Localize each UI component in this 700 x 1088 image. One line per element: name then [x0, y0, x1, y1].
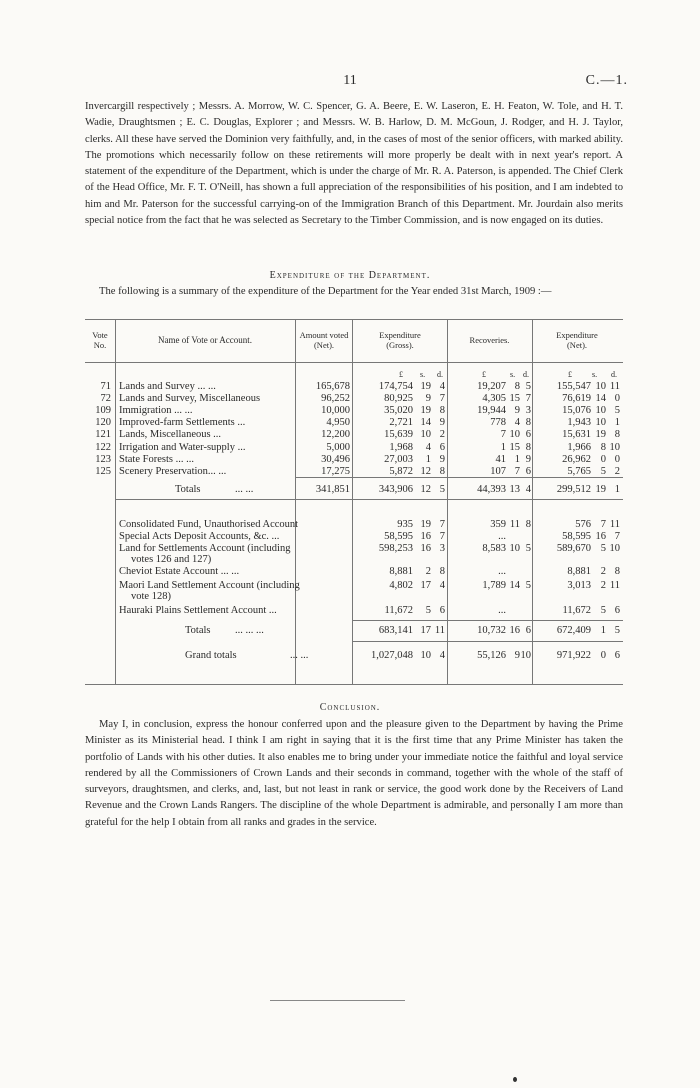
net-pence: 11: [609, 381, 620, 392]
subtotals-net-shillings: 1: [600, 625, 606, 636]
net-pounds: 76,619: [562, 393, 591, 405]
account-net-pounds: 3,013: [567, 580, 591, 591]
net-shillings: 0: [600, 453, 606, 465]
recoveries-pence: 8: [525, 441, 531, 453]
account-gross-pence: 6: [439, 605, 445, 616]
account-recoveries-pence: 8: [525, 519, 531, 530]
table-bottom-rule: [85, 684, 623, 685]
account-net-pence: 7: [614, 531, 620, 542]
account-gross-shillings: 2: [425, 566, 431, 577]
gross-pence: 8: [439, 465, 445, 477]
net-shillings: 10: [595, 381, 606, 392]
unit-shilling: s.: [592, 370, 598, 379]
grand-gross-pounds: 1,027,048: [371, 650, 413, 661]
gross-shillings: 14: [420, 417, 431, 429]
net-pence: 1: [614, 417, 620, 429]
unit-pound: £: [399, 370, 403, 379]
vote-name: Immigration ... ...: [119, 405, 193, 417]
gross-pounds: 174,754: [378, 381, 413, 392]
conclusion-paragraph: May I, in conclusion, express the honour conferred upon and the pleasure given to the Department by having the Prime Minister as its Ministerial head. I think I am right in saying that it is the first time that any Prime Minister has taken the portfolio of Lands with his other duties. It also enables me to bring under your immediate notice the faithful and loyal service rendered by all the Commissioners of Crown Lands and their seconds in command, together with the whole of the staff of surveyors, draughtsmen, and clerks, and, last, but not least in rank or service, the good work done by the Receivers of Land Revenue and the Crown Lands Rangers. The discipline of the whole Department is admirable, and personally I am more than grateful for the help I obtain from all ranks and grades in the service.: [85, 719, 623, 828]
totals-recoveries-shillings: 13: [509, 484, 520, 495]
account-name: Cheviot Estate Account ... ...: [119, 566, 240, 577]
expenditure-summary: The following is a summary of the expenditure of the Department for the Year ended 31st March, 1909 :—: [99, 286, 552, 297]
net-shillings: 5: [600, 465, 606, 477]
gross-pence: 6: [439, 441, 445, 453]
table-top-rule: [85, 319, 623, 320]
account-net-pence: 6: [614, 605, 620, 616]
gross-pence: 9: [439, 453, 445, 465]
account-gross-pence: 4: [439, 580, 445, 591]
account-net-pounds: 8,881: [567, 566, 591, 577]
gross-pounds: 35,020: [384, 405, 413, 417]
account-net-pounds: 589,670: [556, 543, 591, 554]
recoveries-shillings: 1: [514, 453, 520, 465]
header-recoveries: Recoveries.: [469, 335, 510, 345]
unit-pound: £: [568, 370, 572, 379]
net-pounds: 15,631: [562, 429, 591, 441]
recoveries-pounds: 1: [500, 441, 506, 453]
vote-number: 71: [100, 381, 111, 392]
gross-shillings: 4: [425, 441, 431, 453]
account-name: Special Acts Deposit Accounts, &c. ...: [119, 531, 280, 542]
gross-pence: 8: [439, 405, 445, 417]
totals-net-pounds: 299,512: [556, 484, 591, 495]
account-gross-shillings: 16: [420, 543, 431, 554]
net-pence: 0: [614, 393, 620, 405]
net-pence: 0: [614, 453, 620, 465]
recoveries-pence: 3: [525, 405, 531, 417]
subtotals-net-pounds: 672,409: [556, 625, 591, 636]
account-gross-pounds: 11,672: [384, 605, 413, 616]
conclusion-heading: Conclusion.: [319, 702, 381, 713]
account-recoveries-shillings: 11: [509, 519, 520, 530]
vote-number: 72: [100, 393, 111, 405]
account-net-shillings: 2: [600, 566, 606, 577]
account-gross-shillings: 5: [425, 605, 431, 616]
amount-voted: 4,950: [326, 417, 350, 429]
unit-pence: d.: [611, 370, 617, 379]
vote-name: Lands and Survey, Miscellaneous: [119, 393, 261, 405]
net-pounds: 1,966: [567, 441, 591, 453]
recoveries-shillings: 8: [514, 381, 520, 392]
account-recoveries-pounds: ...: [498, 531, 506, 542]
account-gross-pounds: 935: [397, 519, 413, 530]
account-gross-pounds: 8,881: [389, 566, 413, 577]
gross-shillings: 19: [420, 405, 431, 417]
gross-shillings: 10: [420, 429, 431, 441]
gross-shillings: 12: [420, 465, 431, 477]
intro-paragraph: Invercargill respectively ; Messrs. A. Morrow, W. C. Spencer, G. A. Beere, E. W. Laseron, E. H. Featon, W. Tole, and H. T. Wadie, Draughtsmen ; E. C. Douglas, Explorer ; and Messrs. W. B. Harlow, D. M. McGoun, J. Rodger, and H. J. Taylor, clerks. All these have served the Dominion very faithfully, and, in the cases of most of the senior officers, with marked ability. The promotions which necessarily follow on these retirements will more properly be dealt with in next year's report. A statement of the expenditure of the Department, which is under the charge of Mr. R. A. Paterson, is appended. The Chief Clerk of the Head Office, Mr. F. T. O'Neill, has shown a full appreciation of the responsibilities of his position, and I am indebted to him and Mr. Paterson for the successful carrying-on of the Immigration Branch of this Department. Mr. Jourdain also merits special notice from the fact that he was selected as Secretary to the Timber Commission, and is now engaged on its duties.: [85, 101, 623, 227]
subtotals-dots: ... ... ...: [235, 625, 264, 636]
net-shillings: 14: [595, 393, 606, 405]
vote-number: 122: [95, 441, 111, 453]
account-recoveries-pounds: 8,583: [482, 543, 506, 554]
subtotals-recoveries-shillings: 16: [509, 625, 520, 636]
vote-name: Irrigation and Water-supply ...: [119, 441, 246, 453]
totals-net-shillings: 19: [595, 484, 606, 495]
vote-name: Lands, Miscellaneous ...: [119, 429, 222, 441]
gross-pence: 2: [439, 429, 445, 441]
grand-net-pence: 6: [614, 650, 620, 661]
header-expenditure-gross: Expenditure (Gross).: [379, 330, 421, 350]
document-reference: C.—1.: [585, 73, 628, 88]
recoveries-pence: 7: [525, 393, 531, 405]
gross-shillings: 9: [425, 393, 431, 405]
vote-name: Scenery Preservation... ...: [119, 465, 227, 477]
grand-totals-dots: ... ...: [290, 650, 309, 661]
account-net-pence: 8: [614, 566, 620, 577]
table-header-rule: [85, 362, 623, 363]
recoveries-pence: 6: [525, 429, 531, 441]
totals-label: Totals: [175, 484, 201, 495]
net-pence: 8: [614, 429, 620, 441]
account-gross-pence: 7: [439, 531, 445, 542]
amount-voted: 165,678: [315, 381, 350, 392]
account-gross-shillings: 16: [420, 531, 431, 542]
footer-rule: [270, 1000, 405, 1001]
vote-number: 123: [95, 453, 111, 465]
totals-gross-pounds: 343,906: [378, 484, 413, 495]
net-pounds: 155,547: [556, 381, 591, 392]
grand-recoveries-pence: 10: [520, 650, 531, 661]
account-name: Maori Land Settlement Account (including: [119, 580, 300, 591]
gross-pence: 7: [439, 393, 445, 405]
account-name-cont: vote 128): [131, 591, 171, 602]
recoveries-shillings: 9: [514, 405, 520, 417]
net-shillings: 10: [595, 417, 606, 429]
subtotals-label: Totals: [185, 625, 211, 636]
account-gross-pounds: 598,253: [378, 543, 413, 554]
gross-pounds: 5,872: [389, 465, 413, 477]
subtotals-net-pence: 5: [614, 625, 620, 636]
amount-voted: 17,275: [321, 465, 350, 477]
account-name: Consolidated Fund, Unauthorised Account: [119, 519, 299, 530]
totals-dots: ... ...: [235, 484, 254, 495]
account-recoveries-shillings: 10: [509, 543, 520, 554]
account-net-pounds: 11,672: [562, 605, 591, 616]
recoveries-shillings: 15: [509, 441, 520, 453]
account-gross-pounds: 4,802: [389, 580, 413, 591]
totals-net-pence: 1: [614, 484, 620, 495]
recoveries-shillings: 10: [509, 429, 520, 441]
header-amount-voted: Amount voted (Net).: [299, 330, 349, 350]
subtotals-recoveries-pounds: 10,732: [477, 625, 506, 636]
recoveries-pounds: 7: [500, 429, 506, 441]
account-net-shillings: 5: [600, 605, 606, 616]
unit-shilling: s.: [420, 370, 426, 379]
account-net-pounds: 576: [575, 519, 591, 530]
recoveries-pence: 6: [525, 465, 531, 477]
account-net-shillings: 2: [600, 580, 606, 591]
subtotals-gross-pence: 11: [434, 625, 445, 636]
vote-number: 120: [95, 417, 111, 429]
vote-number: 121: [95, 429, 111, 441]
subtotals-gross-pounds: 683,141: [378, 625, 413, 636]
recoveries-pence: 8: [525, 417, 531, 429]
net-pence: 2: [614, 465, 620, 477]
account-recoveries-pence: 5: [525, 543, 531, 554]
grand-net-pounds: 971,922: [556, 650, 591, 661]
recoveries-shillings: 15: [509, 393, 520, 405]
account-gross-shillings: 17: [420, 580, 431, 591]
unit-pence: d.: [523, 370, 529, 379]
vote-number: 109: [95, 405, 111, 417]
expenditure-table: [85, 319, 623, 685]
recoveries-pence: 9: [525, 453, 531, 465]
account-gross-pence: 8: [439, 566, 445, 577]
recoveries-shillings: 4: [514, 417, 520, 429]
totals-recoveries-pounds: 44,393: [477, 484, 506, 495]
grand-recoveries-shillings: 9: [514, 650, 520, 661]
account-net-shillings: 16: [595, 531, 606, 542]
account-net-pence: 11: [609, 519, 620, 530]
amount-voted: 5,000: [326, 441, 350, 453]
account-net-shillings: 7: [600, 519, 606, 530]
recoveries-shillings: 7: [514, 465, 520, 477]
net-pounds: 1,943: [567, 417, 591, 429]
account-gross-pence: 3: [439, 543, 445, 554]
vote-name: Improved-farm Settlements ...: [119, 417, 246, 429]
gross-shillings: 19: [420, 381, 431, 392]
net-pounds: 5,765: [567, 465, 591, 477]
account-name-cont: votes 126 and 127): [131, 554, 212, 565]
grand-gross-shillings: 10: [420, 650, 431, 661]
grand-recoveries-pounds: 55,126: [477, 650, 506, 661]
recoveries-pounds: 778: [490, 417, 506, 429]
expenditure-heading: Expenditure of the Department.: [269, 270, 431, 281]
subtotals-recoveries-pence: 6: [525, 625, 531, 636]
gross-shillings: 1: [425, 453, 431, 465]
header-vote-no: Vote No.: [92, 330, 108, 350]
amount-voted: 30,496: [321, 453, 350, 465]
account-name: Hauraki Plains Settlement Account ...: [119, 605, 277, 616]
account-name: Land for Settlements Account (including: [119, 543, 291, 554]
account-net-pounds: 58,595: [562, 531, 591, 542]
recoveries-pounds: 41: [495, 453, 506, 465]
gross-pence: 4: [439, 381, 445, 392]
vote-name: State Forests ... ...: [119, 453, 194, 465]
subtotals-gross-shillings: 17: [420, 625, 431, 636]
net-pence: 10: [609, 441, 620, 453]
totals-gross-pence: 5: [439, 484, 445, 495]
amount-voted: 96,252: [321, 393, 350, 405]
account-recoveries-pounds: ...: [498, 566, 506, 577]
net-shillings: 8: [600, 441, 606, 453]
grand-totals-label: Grand totals: [185, 650, 237, 661]
recoveries-pounds: 107: [490, 465, 506, 477]
net-pounds: 15,076: [562, 405, 591, 417]
header-vote-name: Name of Vote or Account.: [158, 335, 252, 345]
totals-recoveries-pence: 4: [525, 484, 531, 495]
unit-pence: d.: [437, 370, 443, 379]
account-recoveries-pounds: 1,789: [482, 580, 506, 591]
account-gross-pence: 7: [439, 519, 445, 530]
vote-name: Lands and Survey ... ...: [119, 381, 216, 392]
account-net-shillings: 5: [600, 543, 606, 554]
page-number: 11: [343, 73, 357, 88]
vote-number: 125: [95, 465, 111, 477]
account-recoveries-pence: 5: [525, 580, 531, 591]
net-pounds: 26,962: [562, 453, 591, 465]
gross-pounds: 2,721: [389, 417, 413, 429]
amount-voted: 10,000: [321, 405, 350, 417]
totals-amount: 341,851: [315, 484, 350, 495]
recoveries-pounds: 19,207: [477, 381, 506, 392]
totals-gross-shillings: 12: [420, 484, 431, 495]
account-net-pence: 11: [609, 580, 620, 591]
gross-pounds: 15,639: [384, 429, 413, 441]
unit-pound: £: [482, 370, 486, 379]
account-recoveries-pounds: ...: [498, 605, 506, 616]
gross-pounds: 1,968: [389, 441, 413, 453]
gross-pounds: 27,003: [384, 453, 413, 465]
header-expenditure-net: Expenditure (Net).: [556, 330, 598, 350]
account-net-pence: 10: [609, 543, 620, 554]
grand-net-shillings: 0: [600, 650, 606, 661]
net-pence: 5: [614, 405, 620, 417]
grand-gross-pence: 4: [439, 650, 445, 661]
ink-mark: [513, 1077, 517, 1082]
net-shillings: 19: [595, 429, 606, 441]
gross-pounds: 80,925: [384, 393, 413, 405]
net-shillings: 10: [595, 405, 606, 417]
amount-voted: 12,200: [321, 429, 350, 441]
recoveries-pence: 5: [525, 381, 531, 392]
recoveries-pounds: 19,944: [477, 405, 506, 417]
account-recoveries-shillings: 14: [509, 580, 520, 591]
recoveries-pounds: 4,305: [482, 393, 506, 405]
gross-pence: 9: [439, 417, 445, 429]
account-gross-shillings: 19: [420, 519, 431, 530]
unit-shilling: s.: [510, 370, 516, 379]
account-gross-pounds: 58,595: [384, 531, 413, 542]
account-recoveries-pounds: 359: [490, 519, 506, 530]
